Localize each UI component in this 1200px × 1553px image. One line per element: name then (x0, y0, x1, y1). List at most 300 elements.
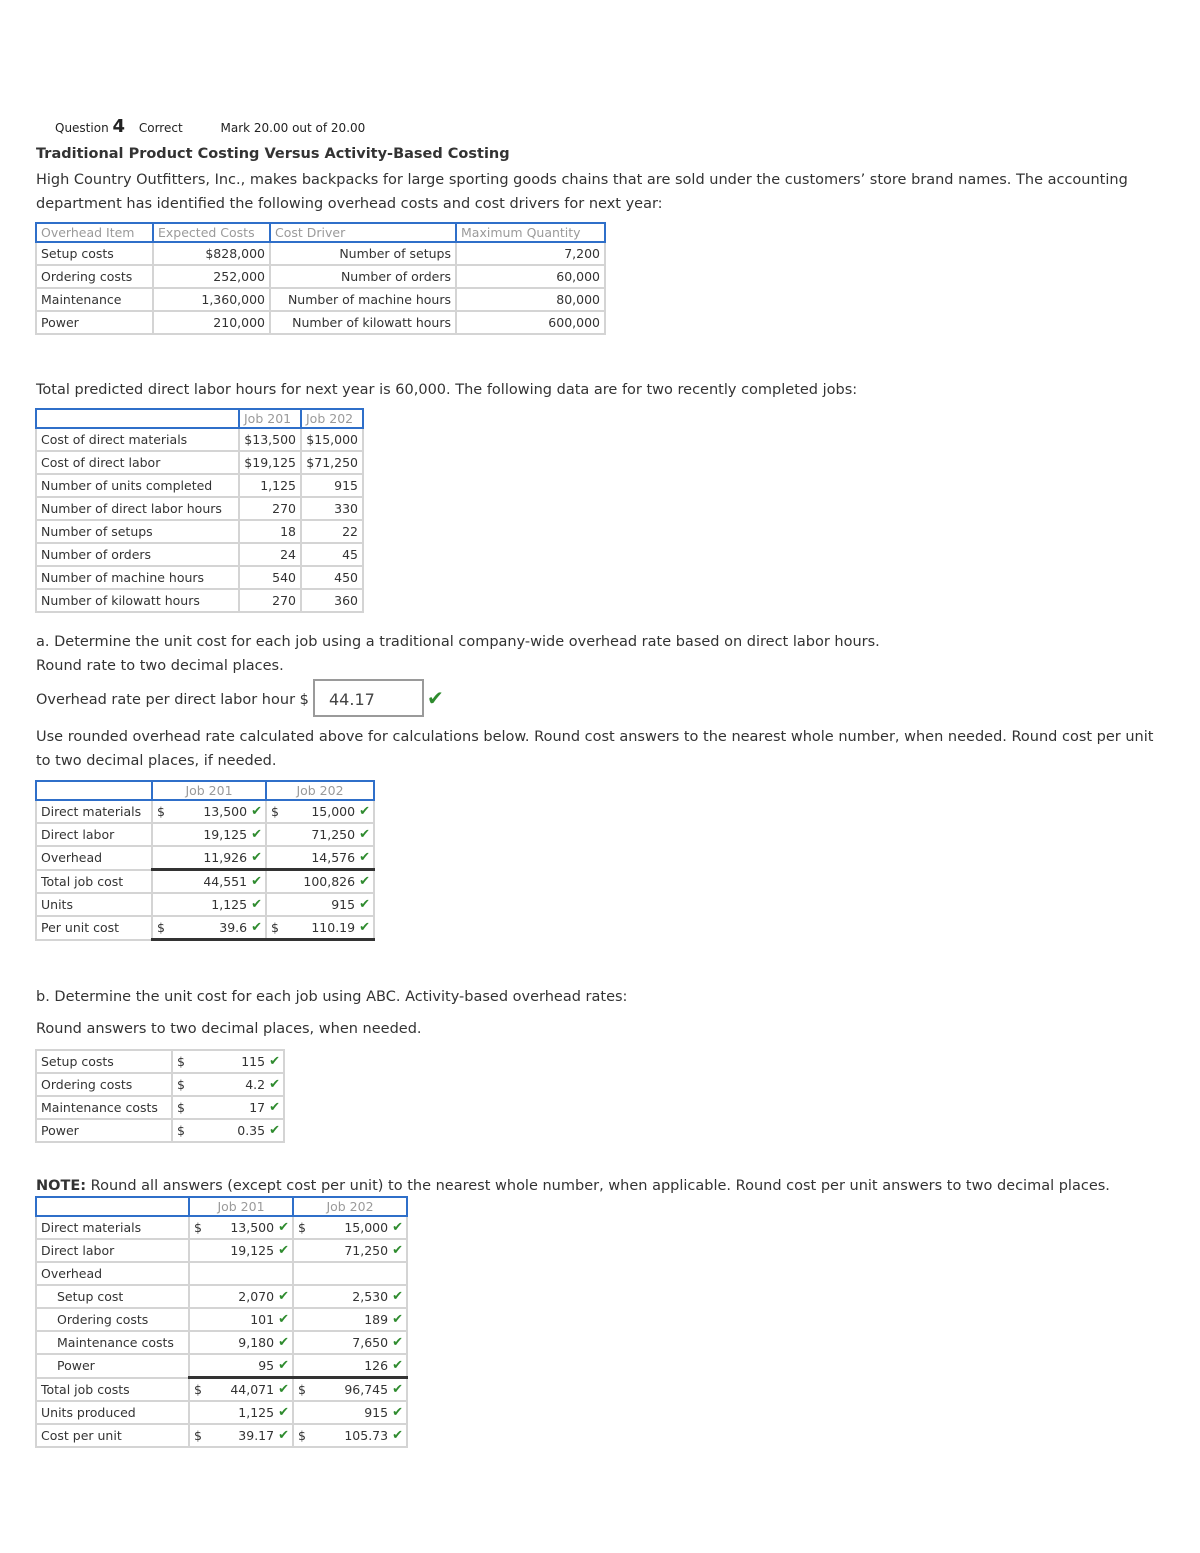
answer-cell (310, 1262, 407, 1285)
answer-wrap (286, 897, 370, 912)
dollar-sign (189, 1262, 206, 1285)
row-label: Units produced (36, 1401, 189, 1424)
table-cell: 330 (301, 497, 363, 520)
table-row (36, 242, 605, 265)
dollar-sign (293, 1308, 310, 1331)
table-cell: Number of setups (270, 242, 456, 265)
check-icon: ✔ (392, 1428, 403, 1443)
jobs-header-job202: Job 202 (301, 409, 363, 428)
dollar-sign: $ (293, 1378, 310, 1402)
check-icon: ✔ (269, 1100, 280, 1115)
part-a-line2: Round rate to two decimal places. (36, 658, 284, 674)
answer-wrap (313, 1358, 403, 1373)
part-a-instructions: Use rounded overhead rate calculated above for calculations below. Round cost answers to the nearest whole number, when needed. Round cost per unit to two decimal places, if needed. (36, 729, 1154, 769)
table-cell: $19,125 (239, 451, 301, 474)
table-cell: $828,000 (153, 242, 270, 265)
table-cell: Ordering costs (36, 265, 153, 288)
answer-value[interactable]: 915 (364, 1405, 389, 1420)
table-cell: Number of units completed (36, 474, 239, 497)
check-icon: ✔ (278, 1382, 289, 1397)
check-icon: ✔ (392, 1382, 403, 1397)
answer-wrap (286, 874, 370, 889)
abc-rates-table (35, 1049, 285, 1143)
answer-value[interactable]: 39.17 (238, 1428, 275, 1443)
table-cell: 1,125 (239, 474, 301, 497)
answer-value[interactable]: 14,576 (311, 850, 356, 865)
answer-cell (206, 1308, 293, 1331)
answer-wrap (209, 1405, 289, 1420)
part-a-header-job202: Job 202 (266, 781, 374, 800)
check-icon: ✔ (269, 1077, 280, 1092)
table-cell: 7,200 (456, 242, 605, 265)
answer-cell (206, 1354, 293, 1378)
dollar-sign (293, 1262, 310, 1285)
answer-wrap (209, 1358, 289, 1373)
answer-cell (310, 1285, 407, 1308)
overhead-header-driver: Cost Driver (270, 223, 456, 242)
answer-wrap (209, 1220, 289, 1235)
check-icon: ✔ (392, 1335, 403, 1350)
row-label: Setup costs (36, 1050, 172, 1073)
check-icon: ✔ (359, 850, 370, 865)
question-label: Question (55, 121, 109, 135)
check-icon: ✔ (359, 897, 370, 912)
answer-cell (310, 1424, 407, 1447)
answer-cell (169, 800, 266, 823)
answer-cell (169, 916, 266, 940)
table-row (36, 451, 363, 474)
check-icon: ✔ (278, 1289, 289, 1304)
table-cell: 270 (239, 589, 301, 612)
answer-cell (310, 1308, 407, 1331)
dollar-sign (293, 1354, 310, 1378)
answer-cell (189, 1096, 284, 1119)
answer-value[interactable]: 15,000 (311, 804, 356, 819)
answer-value[interactable]: 4.2 (245, 1077, 266, 1092)
table-row (36, 1096, 284, 1119)
table-cell: 540 (239, 566, 301, 589)
answer-wrap (209, 1428, 289, 1443)
dollar-sign (189, 1308, 206, 1331)
table-cell: 1,360,000 (153, 288, 270, 311)
answer-wrap (286, 850, 370, 865)
answer-wrap (192, 1054, 280, 1069)
dollar-sign: $ (172, 1073, 189, 1096)
overhead-header-costs: Expected Costs (153, 223, 270, 242)
table-row (36, 474, 363, 497)
row-label: Ordering costs (36, 1073, 172, 1096)
answer-value[interactable]: 17 (249, 1100, 266, 1115)
table-row (36, 870, 374, 894)
answer-value[interactable]: 189 (364, 1312, 389, 1327)
answer-cell (310, 1331, 407, 1354)
answer-cell (310, 1239, 407, 1262)
check-icon: ✔ (359, 920, 370, 935)
overhead-table (35, 222, 606, 335)
table-cell: $15,000 (301, 428, 363, 451)
answer-cell (206, 1401, 293, 1424)
row-label: Overhead (36, 1262, 189, 1285)
note-text (36, 1174, 1166, 1198)
answer-wrap (209, 1382, 289, 1397)
check-icon: ✔ (359, 874, 370, 889)
table-row (36, 1401, 407, 1424)
part-b-header-job201: Job 201 (189, 1197, 293, 1216)
dollar-sign (293, 1239, 310, 1262)
table-cell: $13,500 (239, 428, 301, 451)
row-label: Maintenance costs (36, 1096, 172, 1119)
dollar-sign (189, 1354, 206, 1378)
answer-wrap (209, 1312, 289, 1327)
answer-wrap (286, 827, 370, 842)
table-cell: 450 (301, 566, 363, 589)
part-b-table (35, 1196, 408, 1448)
row-label: Direct materials (36, 800, 152, 823)
check-icon: ✔ (392, 1220, 403, 1235)
table-row (36, 823, 374, 846)
table-row (36, 311, 605, 334)
row-label: Direct labor (36, 823, 152, 846)
table-row (36, 288, 605, 311)
intro-text: High Country Outfitters, Inc., makes backpacks for large sporting goods chains that are sold under the customers’ store brand names. The accounting department has identified the following overhead costs and cost drivers for next year: (36, 172, 1128, 212)
table-row (36, 800, 374, 823)
table-cell: 270 (239, 497, 301, 520)
dollar-sign: $ (293, 1216, 310, 1239)
answer-value[interactable]: 71,250 (344, 1243, 389, 1258)
table-row (36, 497, 363, 520)
check-icon: ✔ (251, 874, 262, 889)
answer-value[interactable]: 115 (241, 1054, 266, 1069)
answer-value[interactable]: 39.6 (219, 920, 248, 935)
row-label: Per unit cost (36, 916, 152, 940)
table-row (36, 1262, 407, 1285)
answer-wrap (209, 1289, 289, 1304)
row-label: Direct materials (36, 1216, 189, 1239)
table-cell: Number of machine hours (36, 566, 239, 589)
answer-value[interactable]: 1,125 (238, 1405, 275, 1420)
check-icon: ✔ (427, 686, 444, 710)
answer-wrap (172, 804, 262, 819)
answer-wrap (313, 1220, 403, 1235)
table-row (36, 566, 363, 589)
part-b-line2: Round answers to two decimal places, when needed. (36, 1021, 422, 1037)
table-row (36, 916, 374, 940)
table-cell: Power (36, 311, 153, 334)
dollar-sign: $ (172, 1050, 189, 1073)
table-cell: $71,250 (301, 451, 363, 474)
row-label: Direct labor (36, 1239, 189, 1262)
table-cell: 252,000 (153, 265, 270, 288)
check-icon: ✔ (278, 1358, 289, 1373)
row-label: Cost per unit (36, 1424, 189, 1447)
check-icon: ✔ (251, 920, 262, 935)
answer-value[interactable]: 2,070 (238, 1289, 275, 1304)
note-label: NOTE: (36, 1178, 87, 1194)
answer-wrap (172, 897, 262, 912)
overhead-rate-input[interactable]: 44.17 (313, 679, 424, 717)
answer-value[interactable]: 19,125 (230, 1243, 275, 1258)
check-icon: ✔ (278, 1243, 289, 1258)
answer-cell (206, 1285, 293, 1308)
question-status: Correct (138, 121, 183, 135)
answer-cell (206, 1424, 293, 1447)
table-row (36, 1378, 407, 1402)
answer-value[interactable]: 126 (364, 1358, 389, 1373)
row-label: Overhead (36, 846, 152, 870)
answer-wrap (192, 1077, 280, 1092)
dollar-sign (266, 870, 283, 894)
part-b-line1: b. Determine the unit cost for each job using ABC. Activity-based overhead rates: (36, 989, 628, 1005)
dollar-sign: $ (189, 1216, 206, 1239)
table-row (36, 520, 363, 543)
answer-value[interactable]: 7,650 (352, 1335, 389, 1350)
answer-wrap (313, 1312, 403, 1327)
check-icon: ✔ (251, 850, 262, 865)
question-number: 4 (112, 116, 126, 137)
answer-value[interactable]: 95 (258, 1358, 275, 1373)
answer-value[interactable]: 15,000 (344, 1220, 389, 1235)
table-cell: Number of direct labor hours (36, 497, 239, 520)
answer-value[interactable]: 44,551 (203, 874, 248, 889)
answer-wrap (172, 920, 262, 935)
table-cell: 80,000 (456, 288, 605, 311)
table-cell: 18 (239, 520, 301, 543)
part-a-header-blank (36, 781, 152, 800)
jobs-header-blank (36, 409, 239, 428)
dollar-sign: $ (172, 1119, 189, 1142)
part-a-line1: a. Determine the unit cost for each job using a traditional company-wide overhead rate based on direct labor hours. (36, 634, 880, 650)
dollar-sign: $ (189, 1424, 206, 1447)
row-label: Ordering costs (36, 1308, 189, 1331)
table-cell: Maintenance (36, 288, 153, 311)
answer-wrap (313, 1382, 403, 1397)
table-cell: 45 (301, 543, 363, 566)
dollar-sign (189, 1239, 206, 1262)
table-cell: 600,000 (456, 311, 605, 334)
dollar-sign (266, 893, 283, 916)
part-a-header-job201: Job 201 (152, 781, 266, 800)
table-row (36, 1285, 407, 1308)
table-row (36, 265, 605, 288)
answer-value[interactable]: 0.35 (237, 1123, 266, 1138)
answer-cell (189, 1073, 284, 1096)
dollar-sign (189, 1285, 206, 1308)
table-row (36, 1119, 284, 1142)
table-cell: Number of machine hours (270, 288, 456, 311)
table-cell: Setup costs (36, 242, 153, 265)
dollar-sign (152, 823, 169, 846)
dollar-sign (266, 846, 283, 870)
answer-cell (206, 1262, 293, 1285)
answer-wrap (172, 827, 262, 842)
part-a-table (35, 780, 375, 941)
table-cell: 60,000 (456, 265, 605, 288)
dollar-sign (152, 870, 169, 894)
table-row (36, 543, 363, 566)
answer-cell (169, 823, 266, 846)
dollar-sign (152, 846, 169, 870)
check-icon: ✔ (278, 1335, 289, 1350)
table-row (36, 1424, 407, 1447)
check-icon: ✔ (251, 897, 262, 912)
dollar-sign: $ (172, 1096, 189, 1119)
table-row (36, 1308, 407, 1331)
answer-cell (310, 1354, 407, 1378)
answer-cell (283, 823, 374, 846)
check-icon: ✔ (278, 1405, 289, 1420)
answer-value[interactable]: 2,530 (352, 1289, 389, 1304)
answer-cell (283, 800, 374, 823)
answer-cell (206, 1331, 293, 1354)
table-cell: Number of kilowatt hours (270, 311, 456, 334)
dollar-sign: $ (152, 916, 169, 940)
check-icon: ✔ (392, 1312, 403, 1327)
answer-value[interactable]: 96,745 (344, 1382, 389, 1397)
dollar-sign: $ (293, 1424, 310, 1447)
answer-cell (283, 846, 374, 870)
answer-value[interactable]: 13,500 (203, 804, 248, 819)
table-cell: Number of orders (270, 265, 456, 288)
answer-value[interactable]: 11,926 (203, 850, 248, 865)
table-cell: 915 (301, 474, 363, 497)
answer-value[interactable]: 71,250 (311, 827, 356, 842)
check-icon: ✔ (278, 1428, 289, 1443)
table-row (36, 1073, 284, 1096)
dollar-sign (189, 1331, 206, 1354)
table-cell: Number of orders (36, 543, 239, 566)
answer-cell (310, 1378, 407, 1402)
dollar-sign (293, 1285, 310, 1308)
check-icon: ✔ (359, 804, 370, 819)
table-row (36, 1331, 407, 1354)
row-label: Power (36, 1354, 189, 1378)
dollar-sign (189, 1401, 206, 1424)
answer-cell (283, 916, 374, 940)
answer-cell (283, 870, 374, 894)
answer-value[interactable]: 13,500 (230, 1220, 275, 1235)
question-title: Traditional Product Costing Versus Activity-Based Costing (36, 146, 510, 162)
table-row (36, 1354, 407, 1378)
answer-value[interactable]: 1,125 (211, 897, 248, 912)
overhead-header-quantity: Maximum Quantity (456, 223, 605, 242)
table-row (36, 428, 363, 451)
answer-wrap (286, 804, 370, 819)
answer-wrap (286, 920, 370, 935)
dollar-sign: $ (266, 916, 283, 940)
answer-cell (283, 893, 374, 916)
row-label: Units (36, 893, 152, 916)
check-icon: ✔ (392, 1289, 403, 1304)
answer-value[interactable]: 105.73 (344, 1428, 389, 1443)
table-row (36, 1239, 407, 1262)
dollar-sign (293, 1331, 310, 1354)
jobs-header-job201: Job 201 (239, 409, 301, 428)
dollar-sign (152, 893, 169, 916)
answer-cell (206, 1216, 293, 1239)
dollar-sign (266, 823, 283, 846)
check-icon: ✔ (359, 827, 370, 842)
part-b-header-blank (36, 1197, 189, 1216)
answer-wrap (313, 1335, 403, 1350)
answer-wrap (172, 850, 262, 865)
rate-label: Overhead rate per direct labor hour $ (36, 692, 309, 708)
check-icon: ✔ (392, 1243, 403, 1258)
table-cell: 24 (239, 543, 301, 566)
row-label: Total job costs (36, 1378, 189, 1402)
answer-cell (189, 1119, 284, 1142)
table-cell: Cost of direct labor (36, 451, 239, 474)
answer-wrap (313, 1428, 403, 1443)
answer-value[interactable]: 101 (250, 1312, 275, 1327)
table-row (36, 846, 374, 870)
jobs-table (35, 408, 364, 613)
dollar-sign: $ (189, 1378, 206, 1402)
table-row (36, 589, 363, 612)
question-mark: Mark 20.00 out of 20.00 (220, 121, 366, 135)
answer-cell (310, 1401, 407, 1424)
dollar-sign: $ (152, 800, 169, 823)
row-label: Maintenance costs (36, 1331, 189, 1354)
table-cell: Number of setups (36, 520, 239, 543)
answer-wrap (209, 1335, 289, 1350)
check-icon: ✔ (278, 1220, 289, 1235)
answer-value[interactable]: 44,071 (230, 1382, 275, 1397)
check-icon: ✔ (269, 1123, 280, 1138)
check-icon: ✔ (392, 1405, 403, 1420)
answer-cell (310, 1216, 407, 1239)
table-row (36, 893, 374, 916)
overhead-header-item: Overhead Item (36, 223, 153, 242)
answer-cell (169, 846, 266, 870)
table-cell: 210,000 (153, 311, 270, 334)
answer-wrap (313, 1405, 403, 1420)
answer-wrap (313, 1289, 403, 1304)
answer-cell (169, 870, 266, 894)
labor-text: Total predicted direct labor hours for next year is 60,000. The following data are for two recently completed jobs: (36, 382, 858, 398)
check-icon: ✔ (251, 804, 262, 819)
answer-value[interactable]: 110.19 (311, 920, 356, 935)
dollar-sign: $ (266, 800, 283, 823)
answer-value[interactable]: 9,180 (238, 1335, 275, 1350)
table-cell: Cost of direct materials (36, 428, 239, 451)
check-icon: ✔ (392, 1358, 403, 1373)
answer-wrap (192, 1100, 280, 1115)
answer-wrap (172, 874, 262, 889)
answer-cell (206, 1378, 293, 1402)
answer-value[interactable]: 19,125 (203, 827, 248, 842)
table-cell: 360 (301, 589, 363, 612)
row-label: Setup cost (36, 1285, 189, 1308)
answer-wrap (313, 1243, 403, 1258)
check-icon: ✔ (251, 827, 262, 842)
check-icon: ✔ (278, 1312, 289, 1327)
table-row (36, 1050, 284, 1073)
table-row (36, 1216, 407, 1239)
answer-cell (169, 893, 266, 916)
note-body: Round all answers (except cost per unit) to the nearest whole number, when applicable. Round cost per unit answers to two decimal places. (86, 1178, 1110, 1194)
answer-wrap (209, 1243, 289, 1258)
dollar-sign (293, 1401, 310, 1424)
answer-wrap (192, 1123, 280, 1138)
table-cell: 22 (301, 520, 363, 543)
question-header (55, 116, 365, 137)
answer-cell (189, 1050, 284, 1073)
answer-value[interactable]: 100,826 (303, 874, 356, 889)
part-b-header-job202: Job 202 (293, 1197, 407, 1216)
table-cell: Number of kilowatt hours (36, 589, 239, 612)
answer-cell (206, 1239, 293, 1262)
answer-value[interactable]: 915 (331, 897, 356, 912)
